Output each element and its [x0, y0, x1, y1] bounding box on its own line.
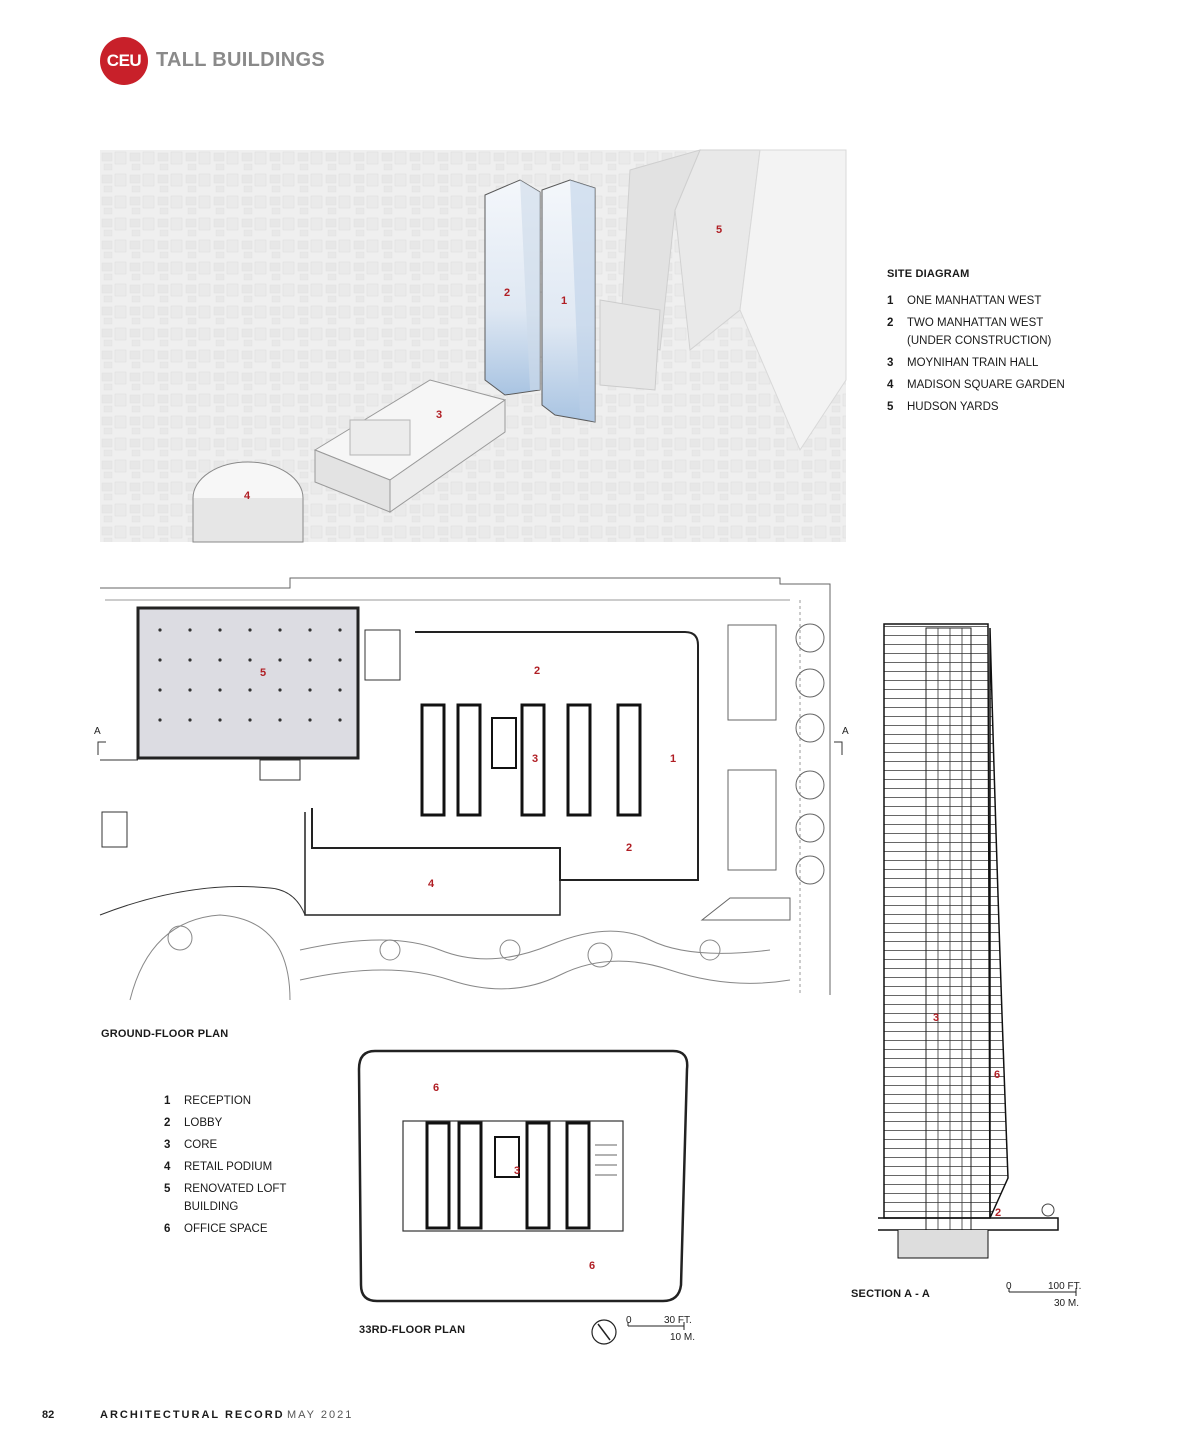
plan-marker-3: 3 — [532, 753, 539, 765]
section-caption: SECTION A - A — [851, 1288, 930, 1300]
legend-item: 4 RETAIL PODIUM — [164, 1161, 273, 1173]
plan-marker-5: 5 — [260, 667, 267, 679]
site-diagram-legend — [887, 292, 1087, 420]
floor33-marker-6a: 6 — [433, 1082, 440, 1094]
section-title: TALL BUILDINGS — [156, 49, 326, 71]
ceu-badge: CEU — [100, 37, 148, 85]
plan-marker-2b: 2 — [626, 842, 633, 854]
section-scale-bar — [1002, 1278, 1092, 1312]
legend-item: 1 RECEPTION — [164, 1095, 252, 1107]
section-drawing — [878, 618, 1068, 1278]
plan-marker-4: 4 — [428, 878, 435, 890]
plan-legend — [164, 1092, 324, 1242]
site-marker-5: 5 — [716, 224, 723, 236]
site-marker-4: 4 — [244, 490, 251, 502]
floor33-caption: 33RD-FLOOR PLAN — [359, 1324, 466, 1336]
north-arrow-icon — [590, 1318, 618, 1346]
legend-item: 4 MADISON SQUARE GARDEN — [887, 379, 1065, 391]
legend-item: 3 MOYNIHAN TRAIN HALL — [887, 357, 1039, 369]
plan-marker-1: 1 — [670, 753, 677, 765]
legend-item: 6 OFFICE SPACE — [164, 1223, 268, 1235]
section-marker-6: 6 — [994, 1069, 1001, 1081]
legend-item: 2 TWO MANHATTAN WEST (UNDER CONSTRUCTION) — [887, 317, 1052, 347]
legend-item: 2 LOBBY — [164, 1117, 223, 1129]
legend-item: 5 HUDSON YARDS — [887, 401, 999, 413]
floor33-scale-bar — [622, 1312, 702, 1346]
publication-name: ARCHITECTURAL RECORD — [100, 1409, 285, 1421]
floor33-marker-6b: 6 — [589, 1260, 596, 1272]
site-marker-1: 1 — [561, 295, 568, 307]
scale-m-label: 10 M. — [670, 1332, 696, 1343]
section-marker-left: A — [94, 726, 101, 737]
ground-floor-plan-drawing — [90, 570, 849, 1000]
section-marker-3: 3 — [933, 1012, 940, 1024]
page-number: 82 — [42, 1409, 55, 1421]
scale-ft-label: 30 FT. — [664, 1315, 692, 1326]
site-marker-3: 3 — [436, 409, 443, 421]
scale-zero-label: 0 — [1006, 1281, 1012, 1292]
scale-ft-label: 100 FT. — [1048, 1281, 1082, 1292]
scale-zero-label: 0 — [626, 1315, 632, 1326]
plan-marker-2: 2 — [534, 665, 541, 677]
issue-date: MAY 2021 — [287, 1409, 354, 1421]
legend-item: 5 RENOVATED LOFT BUILDING — [164, 1183, 287, 1213]
scale-m-label: 30 M. — [1054, 1298, 1080, 1309]
site-marker-2: 2 — [504, 287, 511, 299]
legend-item: 3 CORE — [164, 1139, 218, 1151]
floor33-marker-3: 3 — [514, 1165, 521, 1177]
site-diagram-heading: SITE DIAGRAM — [887, 268, 970, 280]
section-marker-2: 2 — [995, 1207, 1002, 1219]
site-diagram-rendering — [100, 150, 846, 542]
floor33-plan-drawing — [355, 1045, 695, 1355]
section-marker-right: A — [842, 726, 849, 737]
ground-floor-caption: GROUND-FLOOR PLAN — [101, 1028, 229, 1040]
legend-item: 1 ONE MANHATTAN WEST — [887, 295, 1042, 307]
